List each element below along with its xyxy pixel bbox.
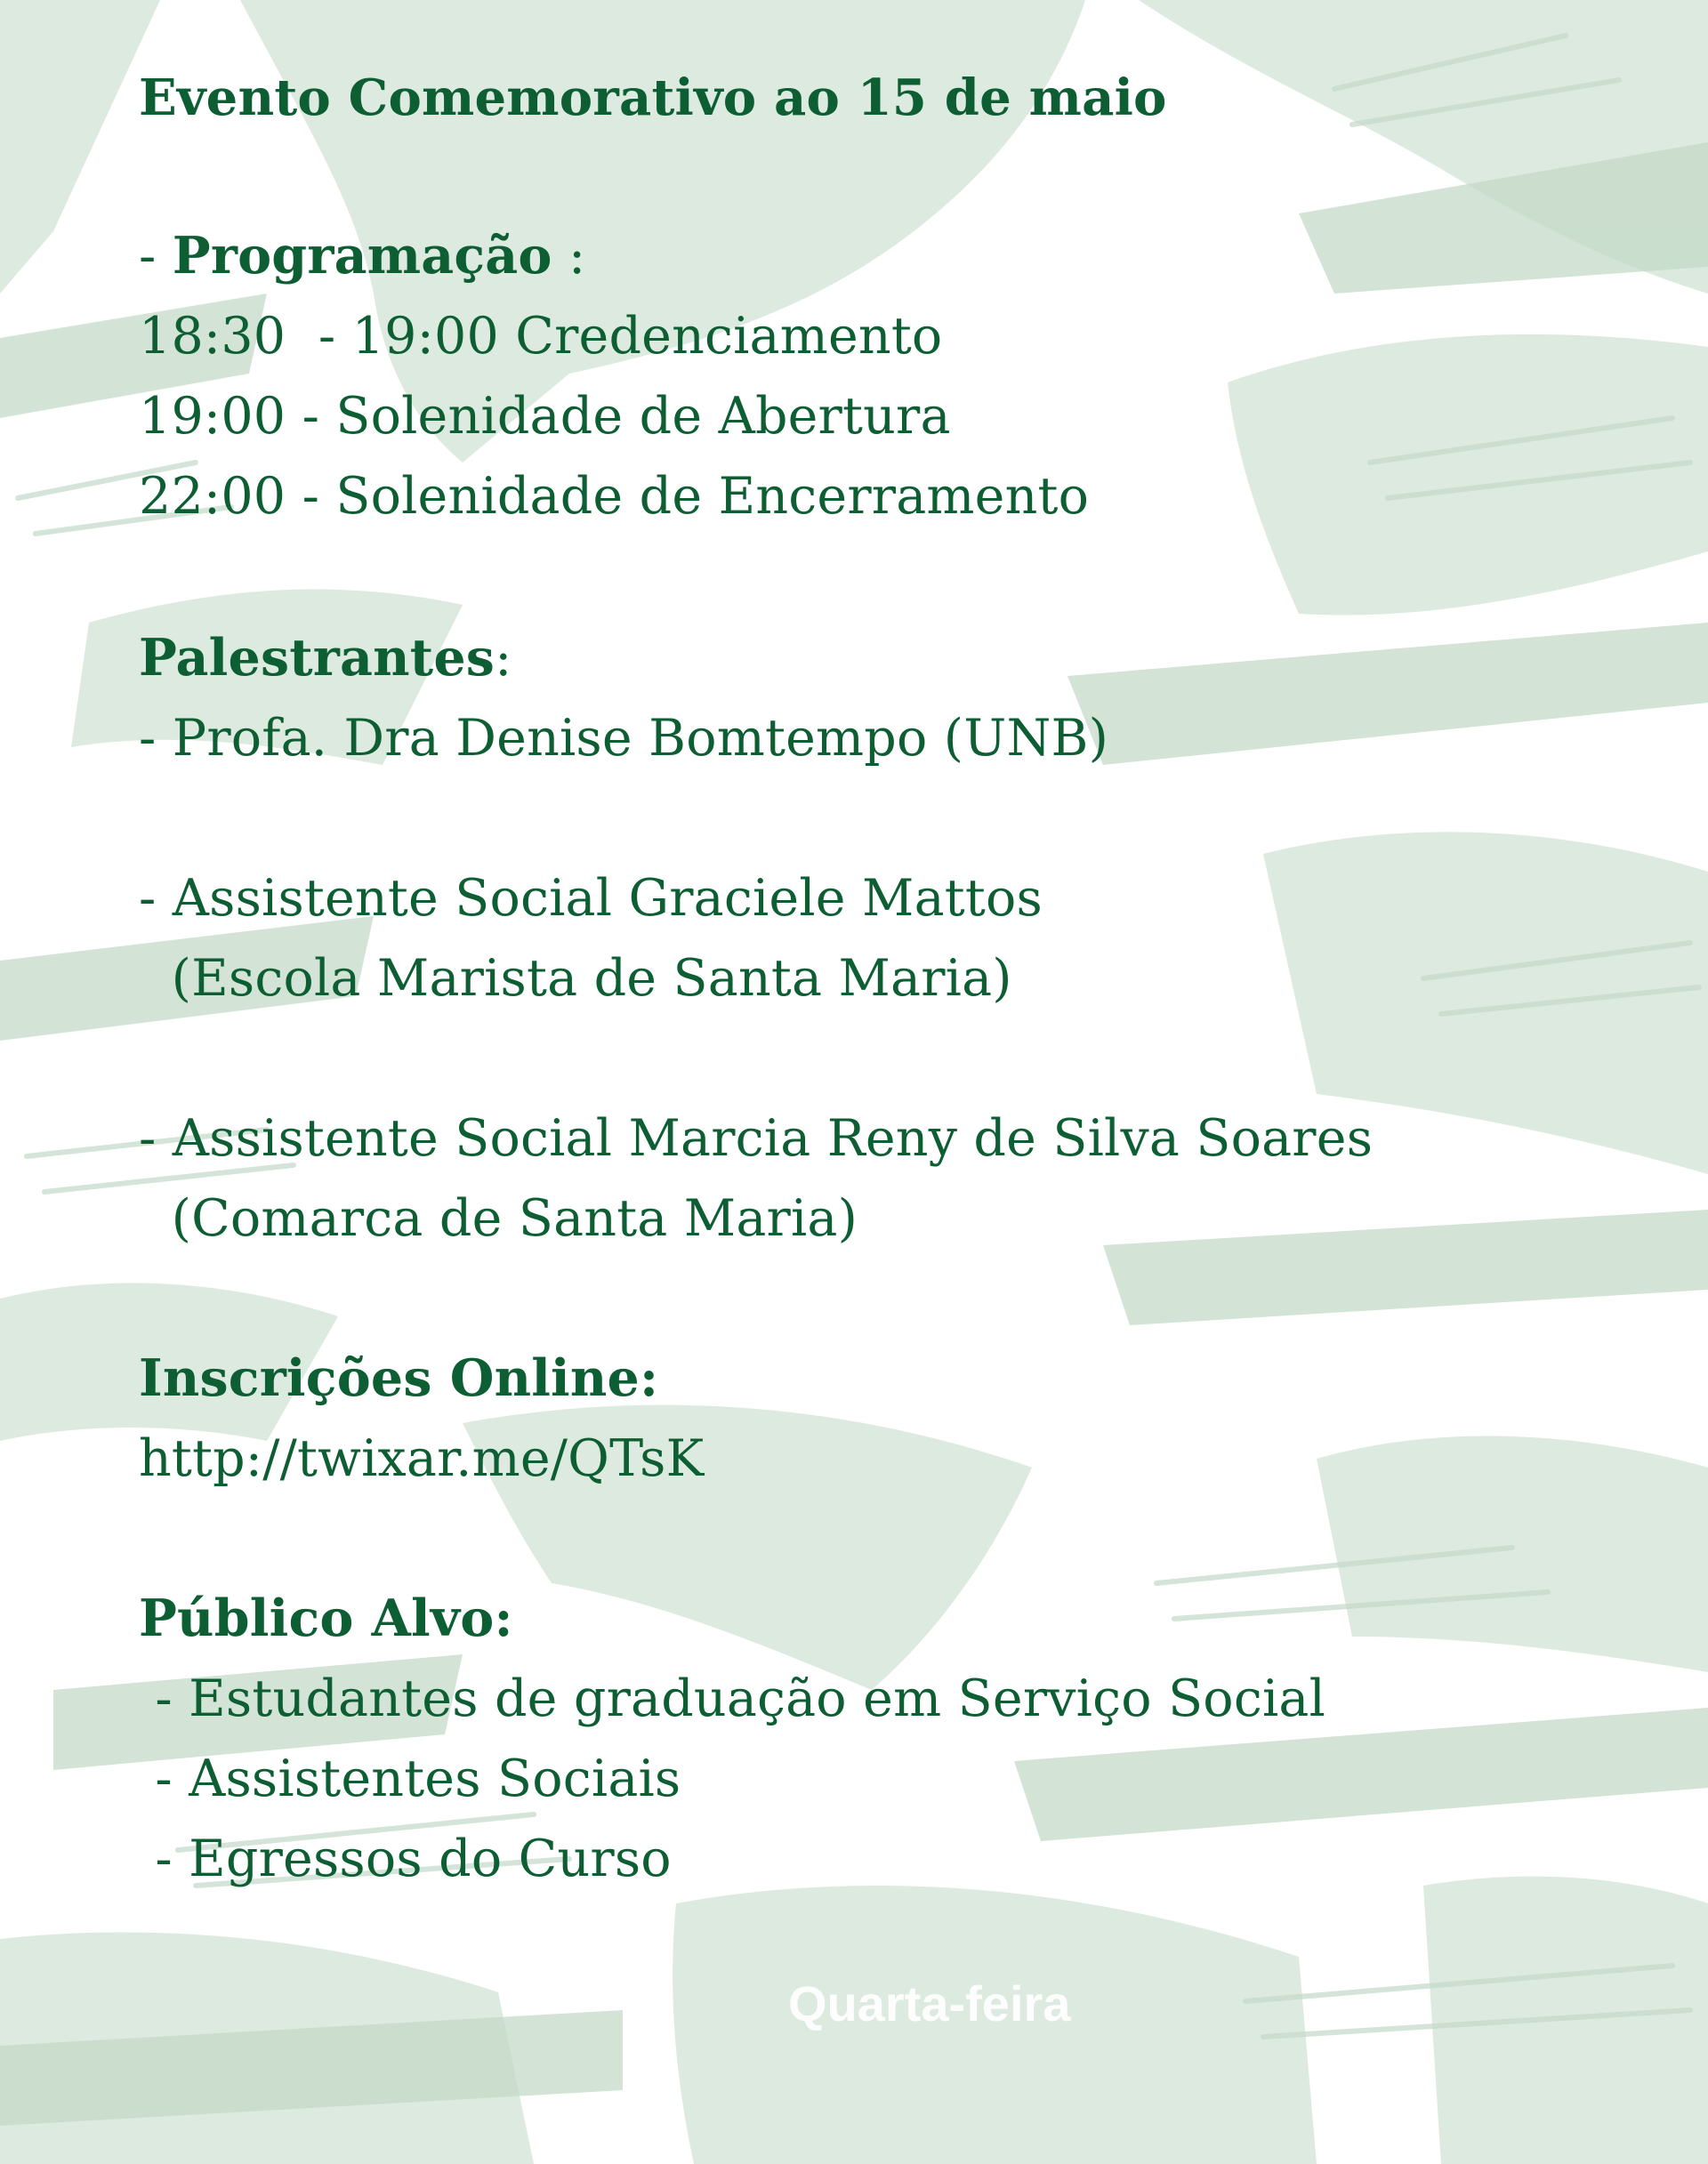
programacao-suffix: :: [552, 227, 586, 286]
palestrantes-suffix: :: [495, 629, 512, 688]
publico-item: - Estudantes de graduação em Serviço Social: [139, 1669, 1325, 1728]
footer-date-text: Quarta-feira: [788, 1975, 1071, 2031]
programacao-item: 19:00 - Solenidade de Abertura: [139, 387, 951, 446]
palestrantes-heading-text: Palestrantes: [139, 628, 495, 688]
registration-link[interactable]: http://twixar.me/QTsK: [139, 1429, 705, 1488]
speaker-name: - Profa. Dra Denise Bomtempo (UNB): [139, 709, 1109, 768]
programacao-prefix: -: [139, 227, 173, 286]
event-title: Evento Comemorativo ao 15 de maio: [139, 68, 1167, 127]
speaker-affiliation: (Comarca de Santa Maria): [139, 1189, 858, 1248]
inscricoes-heading: Inscrições Online:: [139, 1348, 659, 1408]
programacao-item: 18:30 - 19:00 Credenciamento: [139, 307, 943, 366]
publico-heading: Público Alvo:: [139, 1589, 513, 1648]
speaker-name: - Assistente Social Graciele Mattos: [139, 869, 1043, 928]
palestrantes-heading: [139, 626, 512, 690]
programacao-heading-text: Programação: [172, 226, 552, 286]
speaker-name: - Assistente Social Marcia Reny de Silva Soares: [139, 1109, 1374, 1168]
publico-item: - Assistentes Sociais: [139, 1750, 681, 1808]
speaker-affiliation: (Escola Marista de Santa Maria): [139, 949, 1012, 1008]
programacao-heading: [139, 224, 585, 288]
programacao-item: 22:00 - Solenidade de Encerramento: [139, 467, 1090, 526]
publico-item: - Egressos do Curso: [139, 1830, 672, 1888]
